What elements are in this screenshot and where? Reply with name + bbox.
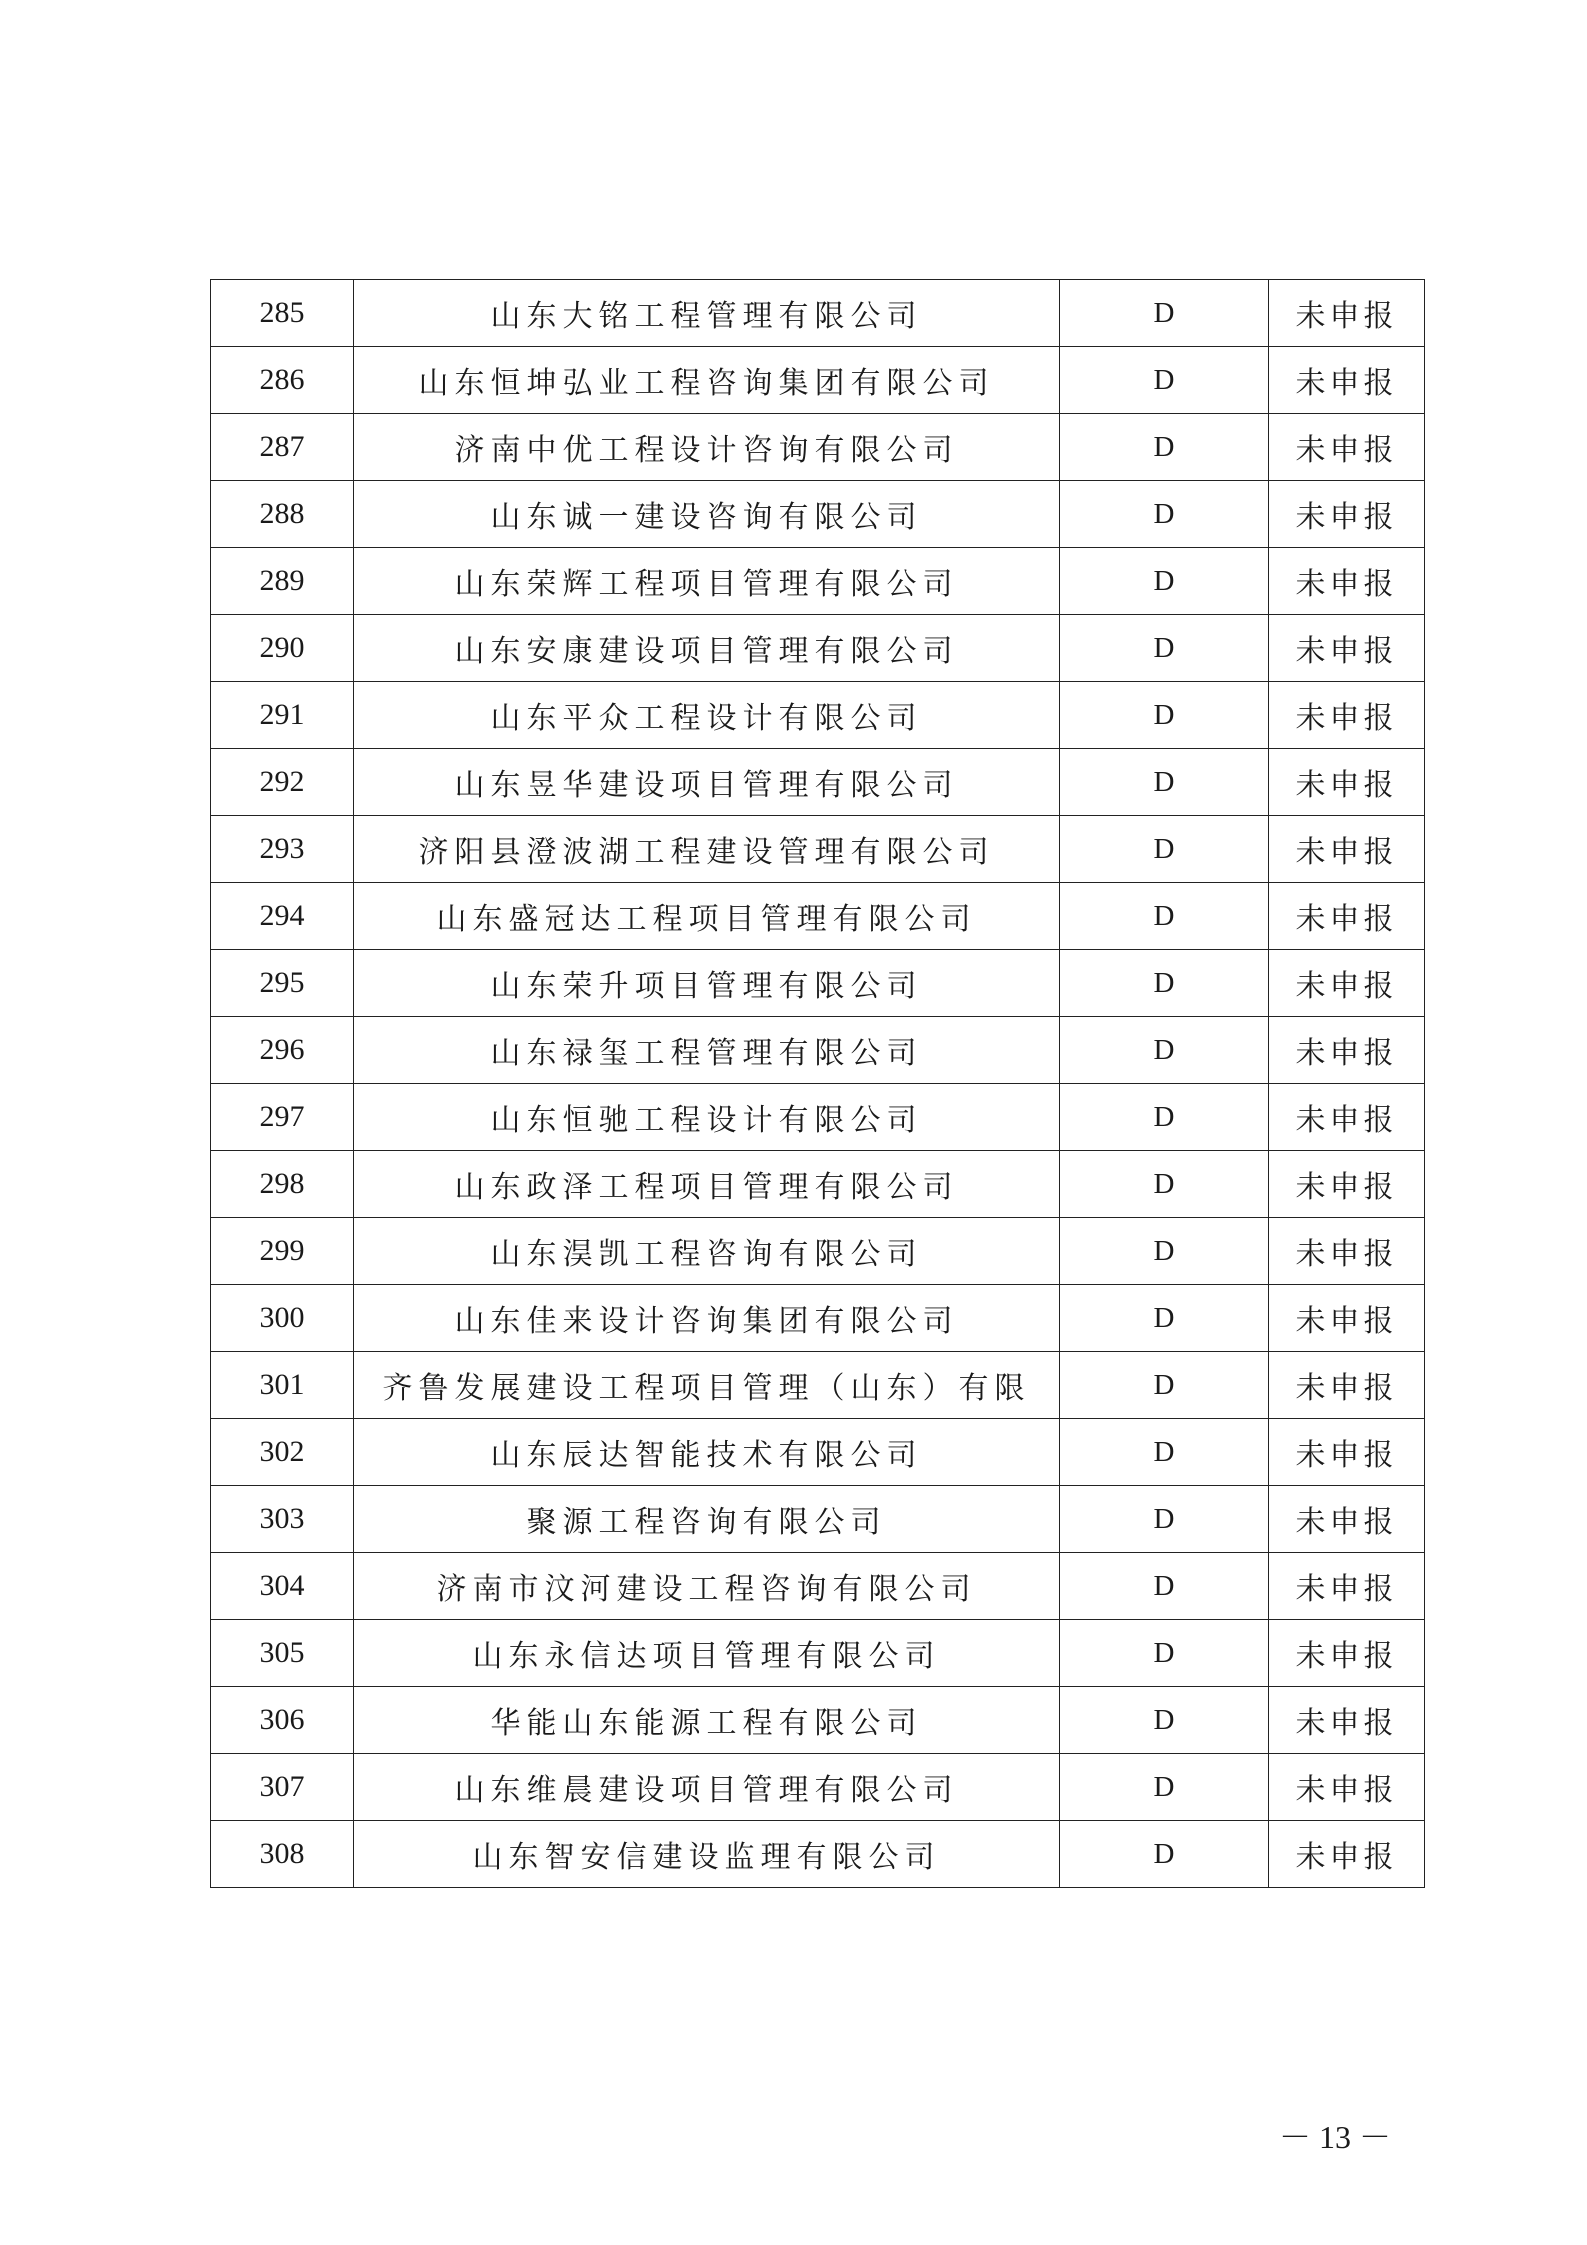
status-cell: 未申报	[1269, 1754, 1425, 1821]
status-cell: 未申报	[1269, 1486, 1425, 1553]
grade-cell: D	[1060, 481, 1269, 548]
company-grade-table	[210, 279, 1425, 1888]
company-name-cell: 山东荣升项目管理有限公司	[354, 950, 1060, 1017]
company-name-cell: 山东永信达项目管理有限公司	[354, 1620, 1060, 1687]
status-cell: 未申报	[1269, 548, 1425, 615]
company-name-cell: 山东安康建设项目管理有限公司	[354, 615, 1060, 682]
row-number-cell: 303	[211, 1486, 354, 1553]
status-cell: 未申报	[1269, 1352, 1425, 1419]
status-cell: 未申报	[1269, 816, 1425, 883]
status-cell: 未申报	[1269, 1017, 1425, 1084]
status-cell: 未申报	[1269, 682, 1425, 749]
table-row	[211, 950, 1425, 1017]
row-number-cell: 287	[211, 414, 354, 481]
table-row	[211, 1218, 1425, 1285]
row-number-cell: 289	[211, 548, 354, 615]
company-name-cell: 山东恒坤弘业工程咨询集团有限公司	[354, 347, 1060, 414]
grade-cell: D	[1060, 414, 1269, 481]
status-cell: 未申报	[1269, 1687, 1425, 1754]
grade-cell: D	[1060, 749, 1269, 816]
company-name-cell: 山东昱华建设项目管理有限公司	[354, 749, 1060, 816]
status-cell: 未申报	[1269, 1620, 1425, 1687]
company-name-cell: 济南中优工程设计咨询有限公司	[354, 414, 1060, 481]
grade-cell: D	[1060, 883, 1269, 950]
table-row	[211, 1553, 1425, 1620]
row-number-cell: 308	[211, 1821, 354, 1888]
status-cell: 未申报	[1269, 950, 1425, 1017]
table-row	[211, 1754, 1425, 1821]
company-name-cell: 山东恒驰工程设计有限公司	[354, 1084, 1060, 1151]
row-number-cell: 293	[211, 816, 354, 883]
grade-cell: D	[1060, 1419, 1269, 1486]
table-row	[211, 1687, 1425, 1754]
table-row	[211, 414, 1425, 481]
table-row	[211, 1084, 1425, 1151]
row-number-cell: 307	[211, 1754, 354, 1821]
status-cell: 未申报	[1269, 1553, 1425, 1620]
row-number-cell: 302	[211, 1419, 354, 1486]
company-name-cell: 济南市汶河建设工程咨询有限公司	[354, 1553, 1060, 1620]
grade-cell: D	[1060, 1352, 1269, 1419]
page-number: － 13 －	[1278, 2119, 1391, 2155]
status-cell: 未申报	[1269, 749, 1425, 816]
status-cell: 未申报	[1269, 1218, 1425, 1285]
company-name-cell: 济阳县澄波湖工程建设管理有限公司	[354, 816, 1060, 883]
row-number-cell: 304	[211, 1553, 354, 1620]
company-name-cell: 山东诚一建设咨询有限公司	[354, 481, 1060, 548]
status-cell: 未申报	[1269, 1285, 1425, 1352]
grade-cell: D	[1060, 1821, 1269, 1888]
row-number-cell: 305	[211, 1620, 354, 1687]
grade-cell: D	[1060, 615, 1269, 682]
company-name-cell: 山东大铭工程管理有限公司	[354, 280, 1060, 347]
grade-cell: D	[1060, 548, 1269, 615]
grade-cell: D	[1060, 1620, 1269, 1687]
grade-cell: D	[1060, 1218, 1269, 1285]
table-row	[211, 347, 1425, 414]
company-name-cell: 华能山东能源工程有限公司	[354, 1687, 1060, 1754]
table-row	[211, 481, 1425, 548]
table-row	[211, 1419, 1425, 1486]
grade-cell: D	[1060, 1486, 1269, 1553]
row-number-cell: 299	[211, 1218, 354, 1285]
row-number-cell: 300	[211, 1285, 354, 1352]
row-number-cell: 285	[211, 280, 354, 347]
company-name-cell: 山东政泽工程项目管理有限公司	[354, 1151, 1060, 1218]
grade-cell: D	[1060, 1553, 1269, 1620]
grade-cell: D	[1060, 1017, 1269, 1084]
row-number-cell: 288	[211, 481, 354, 548]
table-row	[211, 1486, 1425, 1553]
grade-cell: D	[1060, 280, 1269, 347]
row-number-cell: 292	[211, 749, 354, 816]
status-cell: 未申报	[1269, 1821, 1425, 1888]
status-cell: 未申报	[1269, 414, 1425, 481]
table-row	[211, 682, 1425, 749]
table-row	[211, 615, 1425, 682]
table-row	[211, 1821, 1425, 1888]
grade-cell: D	[1060, 1754, 1269, 1821]
company-name-cell: 山东智安信建设监理有限公司	[354, 1821, 1060, 1888]
company-name-cell: 齐鲁发展建设工程项目管理（山东）有限	[354, 1352, 1060, 1419]
table-row	[211, 749, 1425, 816]
row-number-cell: 291	[211, 682, 354, 749]
table-row	[211, 1620, 1425, 1687]
grade-cell: D	[1060, 1151, 1269, 1218]
grade-cell: D	[1060, 1687, 1269, 1754]
row-number-cell: 290	[211, 615, 354, 682]
row-number-cell: 296	[211, 1017, 354, 1084]
table-row	[211, 1285, 1425, 1352]
company-name-cell: 山东佳来设计咨询集团有限公司	[354, 1285, 1060, 1352]
grade-cell: D	[1060, 950, 1269, 1017]
status-cell: 未申报	[1269, 1084, 1425, 1151]
grade-cell: D	[1060, 347, 1269, 414]
row-number-cell: 295	[211, 950, 354, 1017]
status-cell: 未申报	[1269, 347, 1425, 414]
status-cell: 未申报	[1269, 481, 1425, 548]
status-cell: 未申报	[1269, 1419, 1425, 1486]
row-number-cell: 294	[211, 883, 354, 950]
grade-cell: D	[1060, 1084, 1269, 1151]
table-row	[211, 1352, 1425, 1419]
grade-cell: D	[1060, 816, 1269, 883]
row-number-cell: 297	[211, 1084, 354, 1151]
company-name-cell: 山东荣辉工程项目管理有限公司	[354, 548, 1060, 615]
company-name-cell: 山东盛冠达工程项目管理有限公司	[354, 883, 1060, 950]
company-name-cell: 山东维晨建设项目管理有限公司	[354, 1754, 1060, 1821]
status-cell: 未申报	[1269, 883, 1425, 950]
table-row	[211, 280, 1425, 347]
table-row	[211, 548, 1425, 615]
table-row	[211, 883, 1425, 950]
status-cell: 未申报	[1269, 615, 1425, 682]
company-name-cell: 山东辰达智能技术有限公司	[354, 1419, 1060, 1486]
row-number-cell: 286	[211, 347, 354, 414]
table-body	[211, 280, 1425, 1888]
company-name-cell: 山东淏凯工程咨询有限公司	[354, 1218, 1060, 1285]
company-name-cell: 山东禄玺工程管理有限公司	[354, 1017, 1060, 1084]
row-number-cell: 301	[211, 1352, 354, 1419]
company-name-cell: 聚源工程咨询有限公司	[354, 1486, 1060, 1553]
row-number-cell: 306	[211, 1687, 354, 1754]
status-cell: 未申报	[1269, 280, 1425, 347]
grade-cell: D	[1060, 682, 1269, 749]
table-row	[211, 1151, 1425, 1218]
status-cell: 未申报	[1269, 1151, 1425, 1218]
table-row	[211, 816, 1425, 883]
row-number-cell: 298	[211, 1151, 354, 1218]
company-name-cell: 山东平众工程设计有限公司	[354, 682, 1060, 749]
grade-cell: D	[1060, 1285, 1269, 1352]
table-row	[211, 1017, 1425, 1084]
